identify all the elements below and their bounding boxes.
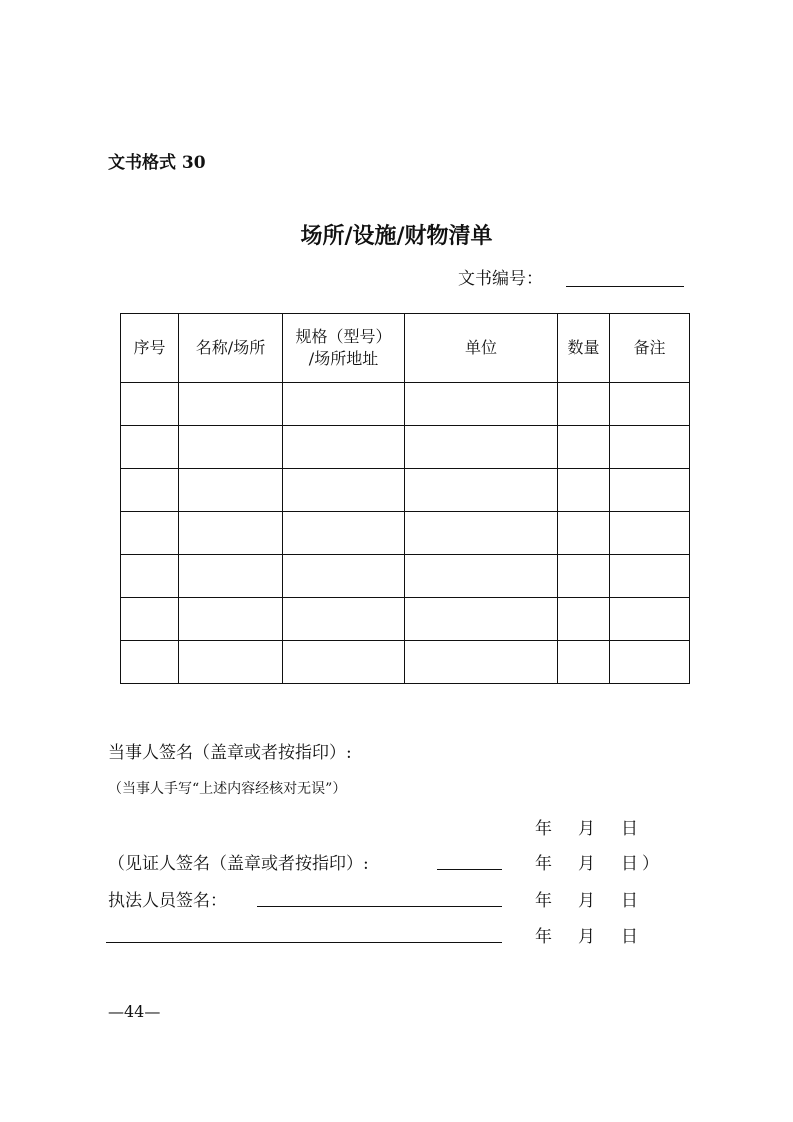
table-cell[interactable] [179,512,283,555]
table-cell[interactable] [283,426,405,469]
table-cell[interactable] [179,383,283,426]
table-cell[interactable] [121,426,179,469]
witness-sign-label: （见证人签名（盖章或者按指印）: [108,854,369,874]
date-day-2: 日 [621,854,638,874]
table-row [121,383,690,426]
table-cell[interactable] [283,555,405,598]
table-cell[interactable] [558,598,610,641]
header-spec-line2: /场所地址 [308,349,379,368]
table-cell[interactable] [405,512,558,555]
header-name: 名称/场所 [179,314,283,383]
officer-sign-field-2[interactable] [106,942,502,943]
header-seq: 序号 [121,314,179,383]
close-paren: ） [642,854,659,874]
table-cell[interactable] [558,469,610,512]
table-cell[interactable] [283,641,405,684]
table-cell[interactable] [610,426,690,469]
table-cell[interactable] [283,469,405,512]
date-month-3: 月 [578,891,595,911]
header-qty: 数量 [558,314,610,383]
date-month-1: 月 [578,819,595,839]
table-cell[interactable] [121,383,179,426]
date-day-4: 日 [621,927,638,947]
table-cell[interactable] [121,512,179,555]
date-year-4: 年 [535,927,552,947]
table-row [121,469,690,512]
table-cell[interactable] [558,641,610,684]
table-cell[interactable] [283,512,405,555]
table-row [121,512,690,555]
table-cell[interactable] [405,469,558,512]
table-cell[interactable] [610,555,690,598]
table-cell[interactable] [121,555,179,598]
officer-sign-field[interactable] [257,906,502,907]
officer-sign-label: 执法人员签名： [108,891,227,911]
table-cell[interactable] [405,555,558,598]
table-cell[interactable] [610,383,690,426]
table-row [121,641,690,684]
table-cell[interactable] [179,426,283,469]
table-row [121,426,690,469]
date-year-3: 年 [535,891,552,911]
header-spec [283,314,405,383]
table-cell[interactable] [405,383,558,426]
date-month-4: 月 [578,927,595,947]
table-cell[interactable] [121,641,179,684]
date-day-1: 日 [621,819,638,839]
table-cell[interactable] [283,383,405,426]
table-cell[interactable] [610,469,690,512]
party-note: （当事人手写“上述内容经核对无误”） [108,781,347,797]
date-day-3: 日 [621,891,638,911]
date-year-1: 年 [535,819,552,839]
doc-format-label: 文书格式 30 [108,153,206,173]
property-list-table [120,313,690,684]
table-cell[interactable] [405,598,558,641]
table-cell[interactable] [121,469,179,512]
doc-number-field[interactable] [566,286,684,287]
table-cell[interactable] [405,426,558,469]
table-cell[interactable] [558,383,610,426]
header-spec-line1: 规格（型号） [295,327,392,346]
page-title: 场所/设施/财物清单 [300,223,493,249]
table-cell[interactable] [558,512,610,555]
table-cell[interactable] [121,598,179,641]
table-cell[interactable] [558,426,610,469]
table-cell[interactable] [179,469,283,512]
party-sign-label: 当事人签名（盖章或者按指印）: [108,743,352,763]
header-remark: 备注 [610,314,690,383]
page-number: —44— [108,1002,161,1021]
doc-number-label: 文书编号： [458,269,543,289]
header-unit: 单位 [405,314,558,383]
table-row [121,598,690,641]
date-year-2: 年 [535,854,552,874]
table-cell[interactable] [558,555,610,598]
table-cell[interactable] [405,641,558,684]
table-cell[interactable] [179,555,283,598]
table-cell[interactable] [283,598,405,641]
table-header-row [121,314,690,383]
table-cell[interactable] [610,512,690,555]
table-cell[interactable] [179,641,283,684]
table-cell[interactable] [610,598,690,641]
date-month-2: 月 [578,854,595,874]
witness-sign-field[interactable] [437,869,502,870]
table-cell[interactable] [179,598,283,641]
table-row [121,555,690,598]
table-cell[interactable] [610,641,690,684]
